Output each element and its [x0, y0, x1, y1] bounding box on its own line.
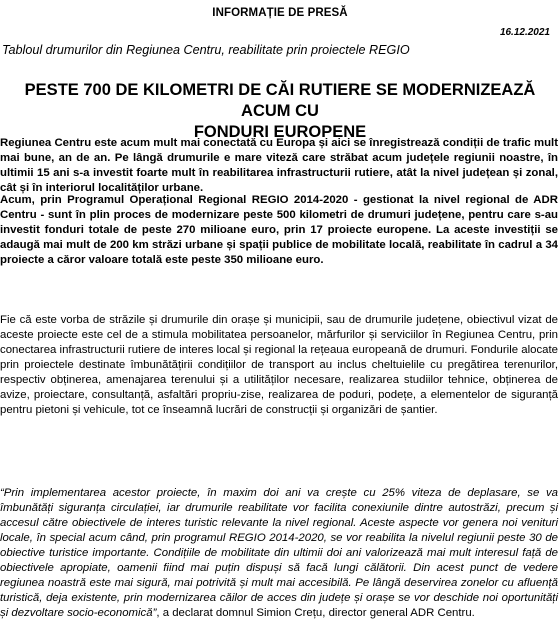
- headline-line-1: PESTE 700 DE KILOMETRI DE CĂI RUTIERE SE MODERNIZEAZĂ ACUM CU: [24, 81, 536, 120]
- paragraph-regio-investments: Acum, prin Programul Operațional Regional REGIO 2014-2020 - gestionat la nivel regional de ADR Centru - sunt în plin proces de modernizare peste 500 kilometri de drumuri județene, pentru care s-au investit fonduri totale de peste 270 milioane euro, prin 17 proiecte europene. La aceste investiții se adaugă mai mult de 200 km străzi urbane și spații publice de mobilitate locală, reabilitate în cadrul a 34 proiecte a căror valoare totală este peste 350 milioane euro.: [0, 194, 558, 266]
- quote-attribution: , a declarat domnul Simion Crețu, director general ADR Centru.: [156, 607, 475, 619]
- paragraph-quote: [0, 486, 558, 621]
- quote-text: “Prin implementarea acestor proiecte, în maxim doi ani va crește cu 25% viteza de deplasare, se va îmbunătăți siguranța circulației, iar drumurile reabilitate vor facilita conexiunile dintre autostrăzi, precum și accesul către obiectivele de interes turistic relevante la nivel regional. Aceste aspecte vor genera noi venituri locale, în special acum când, prin programul REGIO 2014-2020, se vor reabilita la nivelul regiunii peste 30 de obiective turistice importante. Condițiile de mobilitate din ultimii doi ani valorizează mai mult interesul față de obiectivele apropiate, oamenii fiind mai puțin dispuși să facă lungi călătorii. Din acest punct de vedere regiunea noastră este mai sigură, mai potrivită și mult mai accesibilă. Pe lângă deservirea zonelor cu afluență turistică, deja existente, prin modernizarea căilor de acces din județe și orașe se vor deschide noi oportunități și dezvoltare socio-economică”: [0, 487, 558, 619]
- paragraph-intro: Regiunea Centru este acum mult mai conectată cu Europa și aici se înregistrează condiții de trafic mult mai bune, an de an. Pe lângă drumurile e mare viteză care străbat acum județele regiunii noastre, în ultimii 15 ani s-a investit foarte mult în reabilitarea infrastructurii rutiere, atât la nivel județean și zonal, cât și în interiorul localităților urbane.: [0, 137, 558, 194]
- document-type-heading: INFORMAȚIE DE PRESĂ: [212, 7, 348, 19]
- headline: [0, 80, 560, 143]
- subtitle: Tabloul drumurilor din Regiunea Centru, reabilitate prin proiectele REGIO: [2, 43, 410, 57]
- release-date: 16.12.2021: [499, 27, 550, 38]
- paragraph-objectives: Fie că este vorba de străzile și drumurile din orașe și municipii, sau de drumurile județene, obiectivul vizat de aceste proiecte este cel de a stimula mobilitatea persoanelor, mărfurilor și serviciilor în Regiunea Centru, prin conectarea infrastructurii rutiere de interes local și regional la rețeaua europeană de drumuri. Fondurile alocate prin proiectele destinate îmbunătățirii condițiilor de transport au inclus cheltuielile cu pregătirea terenurilor, respectiv obținerea, amenajarea terenului și a utilităților necesare, realizarea studiilor tehnice, obținerea de avize, proiectare, consultanță, asfaltări propriu-zise, realizarea de poduri, podețe, a elementelor de siguranță pentru pietoni și vehicule, tot ce înseamnă lucrări de construcții și organizări de șantier.: [0, 314, 558, 416]
- headline-line-2: FONDURI EUROPENE: [193, 123, 367, 141]
